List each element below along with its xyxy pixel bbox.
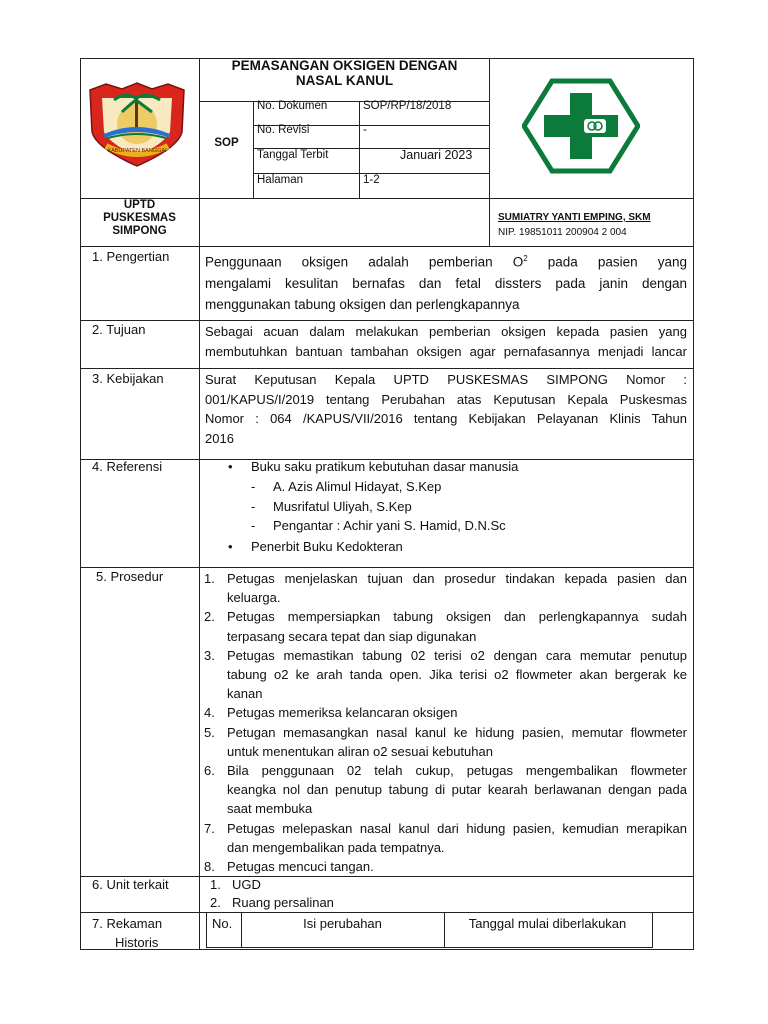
step-number: 2. [204, 609, 215, 625]
prosedur-step [204, 569, 687, 607]
meta-label-no-revisi: No. Revisi [257, 124, 310, 136]
step-text [227, 723, 687, 761]
sop-label: SOP [214, 137, 239, 149]
kebijakan-line-2: 001/KAPUS/I/2019 tentang Perubahan atas Keputusan Kepala Puskesmas [205, 391, 687, 407]
section-divider [80, 368, 694, 369]
section-label-historis: Historis [115, 935, 159, 950]
section-label-kebijakan: 3. Kebijakan [92, 371, 164, 386]
meta-divider [359, 101, 360, 198]
kebijakan-line-4: 2016 [205, 430, 234, 446]
unit-number: 2. [210, 895, 221, 910]
organization-name [80, 199, 199, 238]
step-line: kanan [227, 686, 263, 702]
history-header-isi: Isi perubahan [303, 916, 382, 931]
bullet-icon: • [228, 539, 233, 554]
banggai-regency-logo [84, 80, 190, 168]
referensi-bullet-1: Buku saku pratikum kebutuhan dasar manusia [251, 459, 519, 474]
dash-icon: - [251, 518, 256, 533]
meta-value-no-revisi: - [363, 124, 367, 136]
prosedur-step [204, 607, 687, 645]
tujuan-line-2: membutuhkan bantuan tambahan oksigen agar pernafasannya menjadi lancar [205, 344, 687, 359]
step-line: Petugas memastikan tabung 02 terisi o2 dengan cara memutar penutup [227, 647, 687, 663]
section-label-tujuan: 2. Tujuan [92, 322, 146, 337]
section-label-prosedur: 5. Prosedur [96, 569, 164, 584]
step-text [227, 569, 687, 607]
section-body-pengertian [205, 248, 687, 315]
prosedur-step [204, 646, 687, 704]
step-text [227, 819, 687, 857]
prosedur-step [204, 723, 687, 761]
step-text [227, 607, 687, 645]
history-header-no: No. [212, 916, 233, 931]
step-line: Petugas mencuci tangan. [227, 859, 374, 875]
table-border-bottom [80, 949, 694, 950]
table-border-right [693, 58, 694, 950]
kebijakan-line-1: Surat Keputusan Kepala UPTD PUSKESMAS SIMPONG Nomor : [205, 372, 687, 387]
step-number: 1. [204, 571, 215, 586]
step-number: 5. [204, 724, 215, 740]
step-text [227, 857, 687, 876]
section-body-kebijakan [205, 370, 687, 448]
signer-name: SUMIATRY YANTI EMPING, SKM [498, 212, 651, 223]
title-line-1: PEMASANGAN OKSIGEN DENGAN [231, 58, 458, 73]
meta-label-tanggal-terbit: Tanggal Terbit [257, 149, 329, 161]
section-label-rekaman: 7. Rekaman [92, 916, 163, 931]
tujuan-line-1: Sebagai acuan dalam melakukan pemberian oksigen kepada pasien yang [205, 324, 687, 339]
section-divider [80, 320, 694, 321]
dash-icon: - [251, 499, 256, 514]
section-label-unit-terkait: 6. Unit terkait [92, 877, 169, 892]
referensi-bullet-2: Penerbit Buku Kedokteran [251, 539, 403, 554]
step-text [227, 646, 687, 704]
step-text [227, 761, 687, 819]
step-line: Petugas melepaskan nasal kanul dari hidung pasien, kemudian merapikan [227, 820, 687, 836]
step-number: 7. [204, 820, 215, 836]
referensi-sub-3: Pengantar : Achir yani S. Hamid, D.N.Sc [273, 518, 506, 533]
referensi-sub-1: A. Azis Alimul Hidayat, S.Kep [273, 479, 442, 494]
step-line: Bila penggunaan 02 telah cukup, petugas mengembalikan flowmeter [227, 763, 687, 779]
meta-label-halaman: Halaman [257, 174, 304, 186]
unit-item: UGD [232, 877, 261, 892]
meta-value-halaman: 1-2 [363, 174, 380, 186]
pengertian-text-b: pada pasien yang [527, 254, 687, 270]
svg-text:KABUPATEN BANGGAI: KABUPATEN BANGGAI [107, 148, 167, 154]
document-title [200, 58, 489, 88]
meta-value-no-dokumen: SOP/RP/18/2018 [363, 100, 452, 112]
step-number: 3. [204, 647, 215, 663]
pengertian-line-3: menggunakan tabung oksigen dan perlengkapannya [205, 296, 520, 312]
step-line: keangka nol dan penutup tabung di putar kearah berlawanan dengan pada [227, 782, 687, 798]
label-column-divider [199, 58, 200, 950]
step-text [227, 703, 687, 722]
unit-number: 1. [210, 877, 221, 892]
prosedur-step [204, 703, 687, 722]
section-body-tujuan [205, 322, 687, 362]
step-line: Petugas memeriksa kelancaran oksigen [227, 705, 458, 721]
step-line: Petugan memasangkan nasal kanul ke hidung pasien, memutar flowmeter [227, 724, 687, 740]
prosedur-step [204, 857, 687, 876]
superscript-2: 2 [523, 254, 528, 263]
bullet-icon: • [228, 459, 233, 474]
step-line: Petugas mempersiapkan tabung oksigen dan perlengkapannya sudah [227, 609, 687, 625]
step-line: terpasang secara tepat dan siap digunakan [227, 628, 477, 644]
dash-icon: - [251, 479, 256, 494]
meta-label-no-dokumen: No. Dokumen [257, 100, 328, 112]
step-line: dan mengembalikan pada tempatnya. [227, 839, 445, 855]
step-line: Petugas menjelaskan tujuan dan prosedur tindakan kepada pasien dan [227, 571, 687, 586]
step-number: 8. [204, 859, 215, 875]
step-number: 4. [204, 705, 215, 721]
prosedur-steps [204, 569, 687, 876]
org-line-2: PUSKESMAS [103, 212, 176, 224]
section-label-referensi: 4. Referensi [92, 459, 163, 474]
pengertian-line-2: mengalami kesulitan bernafas dan fetal dissters pada janin dengan [205, 275, 687, 291]
kebijakan-line-3: Nomor : 064 /KAPUS/VII/2016 tentang Kebijakan Pelayanan Klinis Tahun [205, 411, 687, 426]
signer-nip: NIP. 19851011 200904 2 004 [498, 227, 627, 238]
prosedur-step [204, 761, 687, 819]
step-line: tabung o2 ke arah tanda open. Jika terisi o2 flowmeter akan bergerak ke [227, 667, 687, 683]
section-label-pengertian: 1. Pengertian [92, 249, 170, 264]
referensi-sub-2: Musrifatul Uliyah, S.Kep [273, 499, 412, 514]
org-line-1: UPTD [123, 199, 156, 211]
pengertian-text-a: Penggunaan oksigen adalah pemberian O [205, 254, 524, 270]
history-header-tanggal: Tanggal mulai diberlakukan [468, 916, 627, 931]
org-line-3: SIMPONG [112, 225, 167, 237]
header-right-divider [489, 58, 490, 246]
step-line: saat membuka [227, 801, 313, 817]
prosedur-step [204, 819, 687, 857]
step-number: 6. [204, 763, 215, 779]
step-line: untuk menentukan aliran o2 sesuai kebutuhan [227, 743, 493, 759]
section-divider [80, 567, 694, 568]
title-line-2: NASAL KANUL [295, 73, 394, 88]
puskesmas-logo [522, 78, 640, 174]
section-divider [80, 246, 694, 247]
meta-value-tanggal-terbit: Januari 2023 [400, 148, 473, 162]
pengertian-line-1 [205, 248, 687, 273]
step-line: keluarga. [227, 590, 281, 606]
sop-divider [253, 101, 254, 198]
unit-item: Ruang persalinan [232, 895, 334, 910]
table-border-left [80, 58, 81, 950]
